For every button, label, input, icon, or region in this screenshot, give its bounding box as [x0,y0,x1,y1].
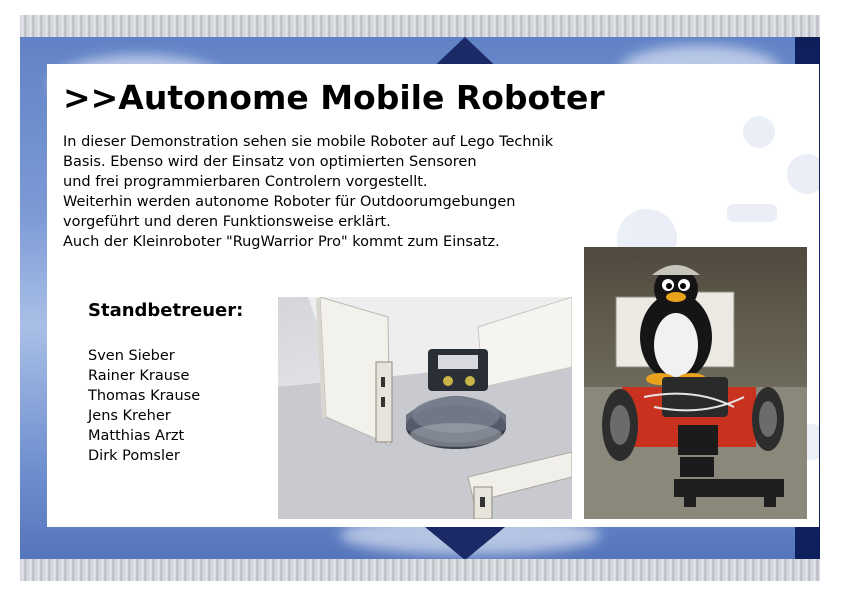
intro-line: Basis. Ebenso wird der Einsatz von optimierten Sensoren [63,154,477,170]
staff-name: Dirk Pomsler [88,448,180,464]
text-strip-top [20,15,820,37]
page-title: >>Autonome Mobile Roboter [63,78,605,117]
lego-robot-photo [278,297,572,519]
staff-name: Rainer Krause [88,368,190,384]
intro-paragraph [63,132,623,252]
staff-heading: Standbetreuer: [88,300,244,321]
intro-line: Auch der Kleinroboter "RugWarrior Pro" kommt zum Einsatz. [63,234,500,250]
staff-name: Sven Sieber [88,348,175,364]
staff-list [88,346,200,466]
intro-line: In dieser Demonstration sehen sie mobile Roboter auf Lego Technik [63,134,554,150]
staff-name: Thomas Krause [88,388,201,404]
staff-name: Jens Kreher [88,408,171,424]
wheelchair-robot-illustration [584,247,807,519]
intro-line: Weiterhin werden autonome Roboter für Outdoorumgebungen [63,194,516,210]
lego-robot-illustration [278,297,572,519]
staff-name: Matthias Arzt [88,428,185,444]
wheelchair-robot-photo [584,247,807,519]
intro-line: vorgeführt und deren Funktionsweise erklärt. [63,214,391,230]
text-strip-bottom [20,559,820,581]
intro-line: und frei programmierbaren Controlern vorgestellt. [63,174,428,190]
